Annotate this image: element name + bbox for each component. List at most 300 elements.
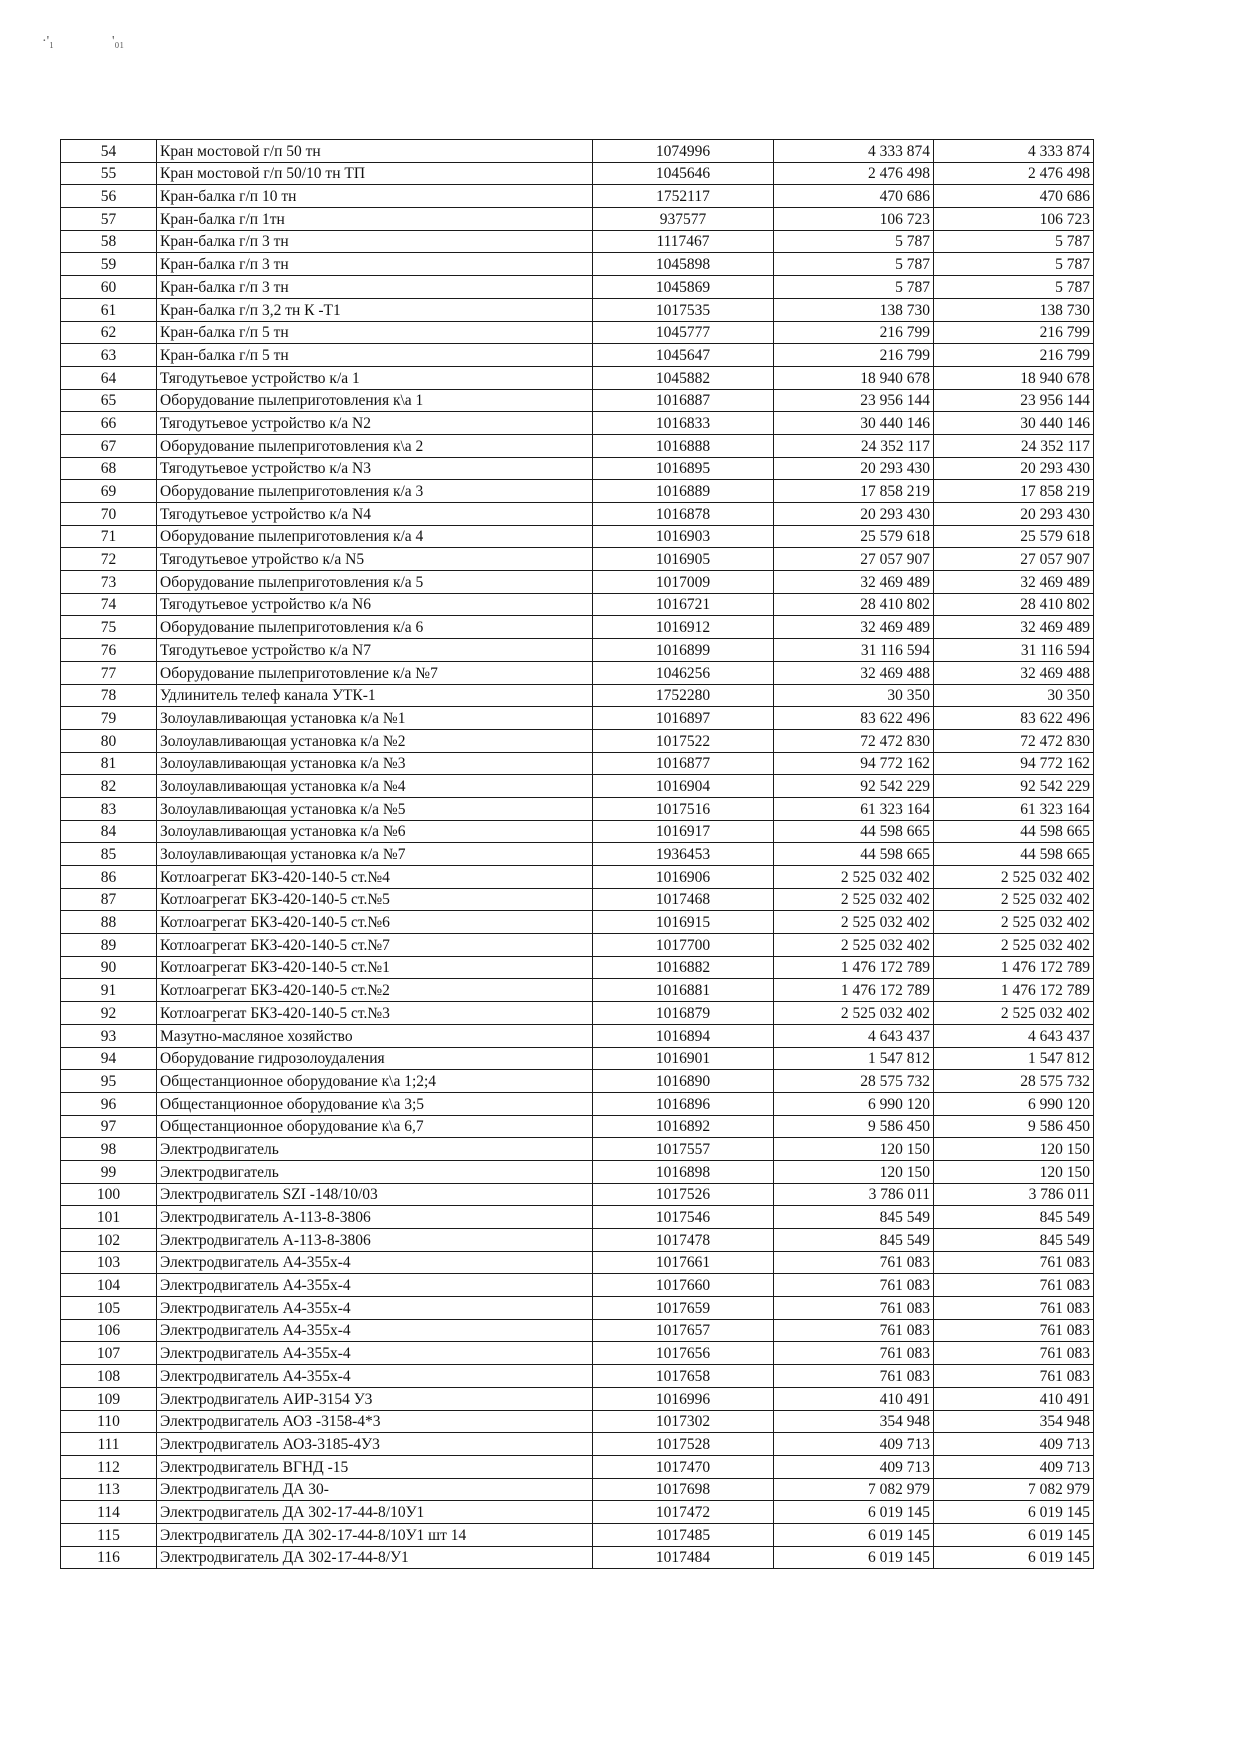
asset-name-cell: Кран мостовой г/п 50/10 тн ТП	[157, 162, 593, 185]
table-row	[61, 366, 1094, 389]
row-number-cell: 112	[61, 1455, 157, 1478]
row-number-cell: 55	[61, 162, 157, 185]
book-value-cell: 409 713	[934, 1455, 1094, 1478]
table-row	[61, 457, 1094, 480]
asset-name-cell: Золоулавливающая установка к/а №7	[157, 843, 593, 866]
initial-value-cell: 2 525 032 402	[774, 934, 934, 957]
row-number-cell: 85	[61, 843, 157, 866]
table-row	[61, 298, 1094, 321]
table-row	[61, 934, 1094, 957]
inventory-number-cell: 1016901	[593, 1047, 774, 1070]
asset-name-cell: Золоулавливающая установка к/а №2	[157, 729, 593, 752]
asset-name-cell: Электродвигатель А4-355х-4	[157, 1274, 593, 1297]
table-row	[61, 434, 1094, 457]
asset-name-cell: Электродвигатель АОЗ -3158-4*3	[157, 1410, 593, 1433]
row-number-cell: 116	[61, 1546, 157, 1569]
inventory-number-cell: 1017516	[593, 797, 774, 820]
initial-value-cell: 44 598 665	[774, 820, 934, 843]
asset-name-cell: Кран-балка г/п 1тн	[157, 208, 593, 231]
row-number-cell: 83	[61, 797, 157, 820]
book-value-cell: 761 083	[934, 1251, 1094, 1274]
table-row	[61, 616, 1094, 639]
scan-artifact-mark: ·'₁	[42, 34, 55, 49]
table-row	[61, 888, 1094, 911]
initial-value-cell: 761 083	[774, 1342, 934, 1365]
inventory-number-cell: 1016905	[593, 548, 774, 571]
table-row	[61, 752, 1094, 775]
table-row	[61, 956, 1094, 979]
row-number-cell: 103	[61, 1251, 157, 1274]
initial-value-cell: 30 350	[774, 684, 934, 707]
initial-value-cell: 845 549	[774, 1229, 934, 1252]
initial-value-cell: 470 686	[774, 185, 934, 208]
table-row	[61, 1002, 1094, 1025]
row-number-cell: 56	[61, 185, 157, 208]
inventory-number-cell: 1016899	[593, 639, 774, 662]
asset-name-cell: Общестанционное оборудование к\а 3;5	[157, 1092, 593, 1115]
asset-name-cell: Тягодутьевое устройство к/а N3	[157, 457, 593, 480]
asset-name-cell: Электродвигатель	[157, 1160, 593, 1183]
book-value-cell: 2 525 032 402	[934, 866, 1094, 889]
book-value-cell: 32 469 488	[934, 661, 1094, 684]
asset-name-cell: Золоулавливающая установка к/а №6	[157, 820, 593, 843]
inventory-number-cell: 1017546	[593, 1206, 774, 1229]
table-body	[61, 140, 1094, 1569]
inventory-number-cell: 1016882	[593, 956, 774, 979]
row-number-cell: 95	[61, 1070, 157, 1093]
asset-name-cell: Оборудование пылеприготовления к\а 1	[157, 389, 593, 412]
table-row	[61, 162, 1094, 185]
book-value-cell: 9 586 450	[934, 1115, 1094, 1138]
inventory-number-cell: 1016879	[593, 1002, 774, 1025]
inventory-number-cell: 1752280	[593, 684, 774, 707]
initial-value-cell: 25 579 618	[774, 525, 934, 548]
book-value-cell: 28 410 802	[934, 593, 1094, 616]
initial-value-cell: 28 575 732	[774, 1070, 934, 1093]
inventory-number-cell: 1016887	[593, 389, 774, 412]
initial-value-cell: 216 799	[774, 321, 934, 344]
inventory-number-cell: 1017656	[593, 1342, 774, 1365]
book-value-cell: 120 150	[934, 1138, 1094, 1161]
initial-value-cell: 32 469 488	[774, 661, 934, 684]
row-number-cell: 82	[61, 775, 157, 798]
row-number-cell: 73	[61, 571, 157, 594]
asset-name-cell: Кран-балка г/п 3 тн	[157, 276, 593, 299]
asset-name-cell: Тягодутьевое утройство к/а N5	[157, 548, 593, 571]
table-row	[61, 525, 1094, 548]
initial-value-cell: 83 622 496	[774, 707, 934, 730]
row-number-cell: 113	[61, 1478, 157, 1501]
inventory-number-cell: 1017528	[593, 1433, 774, 1456]
inventory-number-cell: 1045646	[593, 162, 774, 185]
row-number-cell: 58	[61, 230, 157, 253]
inventory-number-cell: 1045647	[593, 344, 774, 367]
table-row	[61, 1455, 1094, 1478]
table-row	[61, 1319, 1094, 1342]
row-number-cell: 63	[61, 344, 157, 367]
row-number-cell: 104	[61, 1274, 157, 1297]
asset-name-cell: Электродвигатель ДА 302-17-44-8/У1	[157, 1546, 593, 1569]
initial-value-cell: 28 410 802	[774, 593, 934, 616]
book-value-cell: 5 787	[934, 253, 1094, 276]
table-row	[61, 1024, 1094, 1047]
table-row	[61, 321, 1094, 344]
book-value-cell: 27 057 907	[934, 548, 1094, 571]
table-row	[61, 729, 1094, 752]
row-number-cell: 78	[61, 684, 157, 707]
initial-value-cell: 32 469 489	[774, 571, 934, 594]
asset-name-cell: Удлинитель телеф канала УТК-1	[157, 684, 593, 707]
initial-value-cell: 354 948	[774, 1410, 934, 1433]
asset-name-cell: Оборудование пылеприготовления к/а 5	[157, 571, 593, 594]
asset-name-cell: Электродвигатель А4-355х-4	[157, 1365, 593, 1388]
row-number-cell: 66	[61, 412, 157, 435]
row-number-cell: 99	[61, 1160, 157, 1183]
asset-name-cell: Кран-балка г/п 5 тн	[157, 321, 593, 344]
initial-value-cell: 409 713	[774, 1433, 934, 1456]
book-value-cell: 1 476 172 789	[934, 956, 1094, 979]
row-number-cell: 80	[61, 729, 157, 752]
table-row	[61, 230, 1094, 253]
inventory-number-cell: 1017302	[593, 1410, 774, 1433]
book-value-cell: 18 940 678	[934, 366, 1094, 389]
inventory-number-cell: 1016904	[593, 775, 774, 798]
asset-name-cell: Оборудование пылеприготовления к/а 6	[157, 616, 593, 639]
initial-value-cell: 5 787	[774, 276, 934, 299]
inventory-number-cell: 1017660	[593, 1274, 774, 1297]
book-value-cell: 2 525 032 402	[934, 888, 1094, 911]
inventory-number-cell: 1074996	[593, 140, 774, 163]
initial-value-cell: 61 323 164	[774, 797, 934, 820]
inventory-number-cell: 1936453	[593, 843, 774, 866]
book-value-cell: 5 787	[934, 230, 1094, 253]
book-value-cell: 6 019 145	[934, 1523, 1094, 1546]
table-row	[61, 1433, 1094, 1456]
inventory-number-cell: 1016881	[593, 979, 774, 1002]
row-number-cell: 57	[61, 208, 157, 231]
row-number-cell: 111	[61, 1433, 157, 1456]
inventory-number-cell: 1046256	[593, 661, 774, 684]
row-number-cell: 90	[61, 956, 157, 979]
book-value-cell: 216 799	[934, 321, 1094, 344]
book-value-cell: 410 491	[934, 1387, 1094, 1410]
book-value-cell: 1 476 172 789	[934, 979, 1094, 1002]
inventory-number-cell: 1017472	[593, 1501, 774, 1524]
asset-name-cell: Золоулавливающая установка к/а №4	[157, 775, 593, 798]
asset-name-cell: Электродвигатель А4-355х-4	[157, 1319, 593, 1342]
inventory-number-cell: 1016895	[593, 457, 774, 480]
inventory-number-cell: 1017522	[593, 729, 774, 752]
table-row	[61, 707, 1094, 730]
initial-value-cell: 761 083	[774, 1274, 934, 1297]
book-value-cell: 761 083	[934, 1297, 1094, 1320]
initial-value-cell: 5 787	[774, 230, 934, 253]
table-row	[61, 1478, 1094, 1501]
row-number-cell: 76	[61, 639, 157, 662]
asset-name-cell: Кран мостовой г/п 50 тн	[157, 140, 593, 163]
asset-name-cell: Котлоагрегат БКЗ-420-140-5 ст.№7	[157, 934, 593, 957]
table-row	[61, 1115, 1094, 1138]
asset-name-cell: Электродвигатель ДА 302-17-44-8/10У1 шт 14	[157, 1523, 593, 1546]
book-value-cell: 32 469 489	[934, 616, 1094, 639]
initial-value-cell: 761 083	[774, 1297, 934, 1320]
asset-name-cell: Общестанционное оборудование к\а 6,7	[157, 1115, 593, 1138]
asset-name-cell: Золоулавливающая установка к/а №3	[157, 752, 593, 775]
row-number-cell: 79	[61, 707, 157, 730]
book-value-cell: 845 549	[934, 1229, 1094, 1252]
initial-value-cell: 761 083	[774, 1319, 934, 1342]
initial-value-cell: 409 713	[774, 1455, 934, 1478]
asset-name-cell: Золоулавливающая установка к/а №1	[157, 707, 593, 730]
table-row	[61, 1251, 1094, 1274]
table-row	[61, 503, 1094, 526]
table-row	[61, 185, 1094, 208]
initial-value-cell: 2 525 032 402	[774, 866, 934, 889]
table-row	[61, 820, 1094, 843]
row-number-cell: 60	[61, 276, 157, 299]
initial-value-cell: 1 476 172 789	[774, 979, 934, 1002]
book-value-cell: 1 547 812	[934, 1047, 1094, 1070]
row-number-cell: 65	[61, 389, 157, 412]
inventory-number-cell: 1016897	[593, 707, 774, 730]
book-value-cell: 30 440 146	[934, 412, 1094, 435]
asset-inventory-table	[60, 139, 1094, 1569]
table-row	[61, 1160, 1094, 1183]
inventory-number-cell: 1017698	[593, 1478, 774, 1501]
initial-value-cell: 120 150	[774, 1160, 934, 1183]
book-value-cell: 7 082 979	[934, 1478, 1094, 1501]
inventory-number-cell: 1017659	[593, 1297, 774, 1320]
row-number-cell: 115	[61, 1523, 157, 1546]
book-value-cell: 409 713	[934, 1433, 1094, 1456]
asset-name-cell: Оборудование пылеприготовления к/а 4	[157, 525, 593, 548]
table-row	[61, 253, 1094, 276]
inventory-number-cell: 1016894	[593, 1024, 774, 1047]
row-number-cell: 101	[61, 1206, 157, 1229]
book-value-cell: 44 598 665	[934, 820, 1094, 843]
asset-name-cell: Тягодутьевое устройство к/а N4	[157, 503, 593, 526]
table-row	[61, 1138, 1094, 1161]
table-row	[61, 1387, 1094, 1410]
book-value-cell: 23 956 144	[934, 389, 1094, 412]
book-value-cell: 845 549	[934, 1206, 1094, 1229]
table-row	[61, 1047, 1094, 1070]
asset-name-cell: Оборудование пылеприготовления к\а 2	[157, 434, 593, 457]
row-number-cell: 59	[61, 253, 157, 276]
table-row	[61, 1070, 1094, 1093]
table-row	[61, 1410, 1094, 1433]
table-row	[61, 208, 1094, 231]
row-number-cell: 114	[61, 1501, 157, 1524]
row-number-cell: 107	[61, 1342, 157, 1365]
inventory-number-cell: 1017470	[593, 1455, 774, 1478]
book-value-cell: 761 083	[934, 1319, 1094, 1342]
asset-name-cell: Оборудование пылеприготовления к/а 3	[157, 480, 593, 503]
inventory-number-cell: 1016878	[593, 503, 774, 526]
book-value-cell: 761 083	[934, 1274, 1094, 1297]
initial-value-cell: 1 547 812	[774, 1047, 934, 1070]
row-number-cell: 92	[61, 1002, 157, 1025]
asset-name-cell: Кран-балка г/п 3,2 тн К -Т1	[157, 298, 593, 321]
initial-value-cell: 216 799	[774, 344, 934, 367]
asset-name-cell: Котлоагрегат БКЗ-420-140-5 ст.№5	[157, 888, 593, 911]
asset-name-cell: Электродвигатель А-113-8-3806	[157, 1206, 593, 1229]
initial-value-cell: 94 772 162	[774, 752, 934, 775]
book-value-cell: 6 019 145	[934, 1546, 1094, 1569]
row-number-cell: 74	[61, 593, 157, 616]
book-value-cell: 106 723	[934, 208, 1094, 231]
inventory-number-cell: 1017657	[593, 1319, 774, 1342]
initial-value-cell: 7 082 979	[774, 1478, 934, 1501]
row-number-cell: 98	[61, 1138, 157, 1161]
inventory-number-cell: 1045869	[593, 276, 774, 299]
row-number-cell: 96	[61, 1092, 157, 1115]
asset-name-cell: Кран-балка г/п 10 тн	[157, 185, 593, 208]
row-number-cell: 68	[61, 457, 157, 480]
asset-name-cell: Электродвигатель ДА 302-17-44-8/10У1	[157, 1501, 593, 1524]
asset-name-cell: Электродвигатель SZI -148/10/03	[157, 1183, 593, 1206]
initial-value-cell: 72 472 830	[774, 729, 934, 752]
book-value-cell: 6 019 145	[934, 1501, 1094, 1524]
inventory-number-cell: 1017526	[593, 1183, 774, 1206]
asset-name-cell: Кран-балка г/п 3 тн	[157, 230, 593, 253]
table-row	[61, 389, 1094, 412]
table-row	[61, 548, 1094, 571]
book-value-cell: 2 525 032 402	[934, 1002, 1094, 1025]
asset-name-cell: Тягодутьевое устройство к/а 1	[157, 366, 593, 389]
book-value-cell: 138 730	[934, 298, 1094, 321]
initial-value-cell: 410 491	[774, 1387, 934, 1410]
asset-name-cell: Тягодутьевое устройство к/а N2	[157, 412, 593, 435]
book-value-cell: 17 858 219	[934, 480, 1094, 503]
initial-value-cell: 6 019 145	[774, 1523, 934, 1546]
table-row	[61, 661, 1094, 684]
table-row	[61, 1546, 1094, 1569]
row-number-cell: 86	[61, 866, 157, 889]
row-number-cell: 94	[61, 1047, 157, 1070]
book-value-cell: 31 116 594	[934, 639, 1094, 662]
inventory-number-cell: 1017468	[593, 888, 774, 911]
book-value-cell: 761 083	[934, 1342, 1094, 1365]
inventory-number-cell: 1016877	[593, 752, 774, 775]
row-number-cell: 108	[61, 1365, 157, 1388]
asset-name-cell: Общестанционное оборудование к\а 1;2;4	[157, 1070, 593, 1093]
table-row	[61, 1206, 1094, 1229]
asset-name-cell: Котлоагрегат БКЗ-420-140-5 ст.№4	[157, 866, 593, 889]
initial-value-cell: 1 476 172 789	[774, 956, 934, 979]
inventory-number-cell: 1016996	[593, 1387, 774, 1410]
initial-value-cell: 3 786 011	[774, 1183, 934, 1206]
initial-value-cell: 4 333 874	[774, 140, 934, 163]
row-number-cell: 77	[61, 661, 157, 684]
asset-name-cell: Оборудование пылеприготовление к/а №7	[157, 661, 593, 684]
table-row	[61, 1229, 1094, 1252]
inventory-number-cell: 1017009	[593, 571, 774, 594]
table-row	[61, 866, 1094, 889]
asset-name-cell: Золоулавливающая установка к/а №5	[157, 797, 593, 820]
table-row	[61, 1365, 1094, 1388]
book-value-cell: 4 333 874	[934, 140, 1094, 163]
book-value-cell: 2 525 032 402	[934, 934, 1094, 957]
initial-value-cell: 18 940 678	[774, 366, 934, 389]
table-row	[61, 1342, 1094, 1365]
asset-name-cell: Тягодутьевое устройство к/а N7	[157, 639, 593, 662]
asset-name-cell: Электродвигатель	[157, 1138, 593, 1161]
table-row	[61, 412, 1094, 435]
initial-value-cell: 761 083	[774, 1365, 934, 1388]
inventory-number-cell: 1016892	[593, 1115, 774, 1138]
initial-value-cell: 138 730	[774, 298, 934, 321]
inventory-number-cell: 1045777	[593, 321, 774, 344]
initial-value-cell: 845 549	[774, 1206, 934, 1229]
book-value-cell: 6 990 120	[934, 1092, 1094, 1115]
table-row	[61, 684, 1094, 707]
table-row	[61, 797, 1094, 820]
table-row	[61, 593, 1094, 616]
initial-value-cell: 2 525 032 402	[774, 1002, 934, 1025]
asset-name-cell: Электродвигатель А4-355х-4	[157, 1297, 593, 1320]
inventory-number-cell: 1016833	[593, 412, 774, 435]
asset-name-cell: Оборудование гидрозолоудаления	[157, 1047, 593, 1070]
table-row	[61, 843, 1094, 866]
inventory-number-cell: 1016898	[593, 1160, 774, 1183]
book-value-cell: 761 083	[934, 1365, 1094, 1388]
table-row	[61, 1297, 1094, 1320]
book-value-cell: 354 948	[934, 1410, 1094, 1433]
row-number-cell: 93	[61, 1024, 157, 1047]
asset-name-cell: Котлоагрегат БКЗ-420-140-5 ст.№3	[157, 1002, 593, 1025]
inventory-number-cell: 1017484	[593, 1546, 774, 1569]
table-row	[61, 140, 1094, 163]
book-value-cell: 120 150	[934, 1160, 1094, 1183]
asset-name-cell: Электродвигатель ВГНД -15	[157, 1455, 593, 1478]
inventory-number-cell: 1016890	[593, 1070, 774, 1093]
initial-value-cell: 2 525 032 402	[774, 911, 934, 934]
initial-value-cell: 120 150	[774, 1138, 934, 1161]
inventory-number-cell: 1016917	[593, 820, 774, 843]
asset-name-cell: Электродвигатель А-113-8-3806	[157, 1229, 593, 1252]
initial-value-cell: 23 956 144	[774, 389, 934, 412]
asset-name-cell: Электродвигатель АИР-3154 У3	[157, 1387, 593, 1410]
book-value-cell: 72 472 830	[934, 729, 1094, 752]
book-value-cell: 5 787	[934, 276, 1094, 299]
asset-name-cell: Электродвигатель АОЗ-3185-4У3	[157, 1433, 593, 1456]
inventory-number-cell: 1016903	[593, 525, 774, 548]
inventory-number-cell: 1017478	[593, 1229, 774, 1252]
initial-value-cell: 4 643 437	[774, 1024, 934, 1047]
asset-name-cell: Котлоагрегат БКЗ-420-140-5 ст.№2	[157, 979, 593, 1002]
table-row	[61, 276, 1094, 299]
row-number-cell: 75	[61, 616, 157, 639]
inventory-number-cell: 1016721	[593, 593, 774, 616]
table-row	[61, 1501, 1094, 1524]
book-value-cell: 2 476 498	[934, 162, 1094, 185]
table-row	[61, 979, 1094, 1002]
inventory-number-cell: 1017557	[593, 1138, 774, 1161]
row-number-cell: 97	[61, 1115, 157, 1138]
book-value-cell: 94 772 162	[934, 752, 1094, 775]
initial-value-cell: 761 083	[774, 1251, 934, 1274]
row-number-cell: 84	[61, 820, 157, 843]
table-row	[61, 639, 1094, 662]
inventory-number-cell: 1016889	[593, 480, 774, 503]
table-row	[61, 1183, 1094, 1206]
asset-name-cell: Мазутно-масляное хозяйство	[157, 1024, 593, 1047]
initial-value-cell: 20 293 430	[774, 457, 934, 480]
initial-value-cell: 9 586 450	[774, 1115, 934, 1138]
inventory-number-cell: 1752117	[593, 185, 774, 208]
table-row	[61, 1274, 1094, 1297]
